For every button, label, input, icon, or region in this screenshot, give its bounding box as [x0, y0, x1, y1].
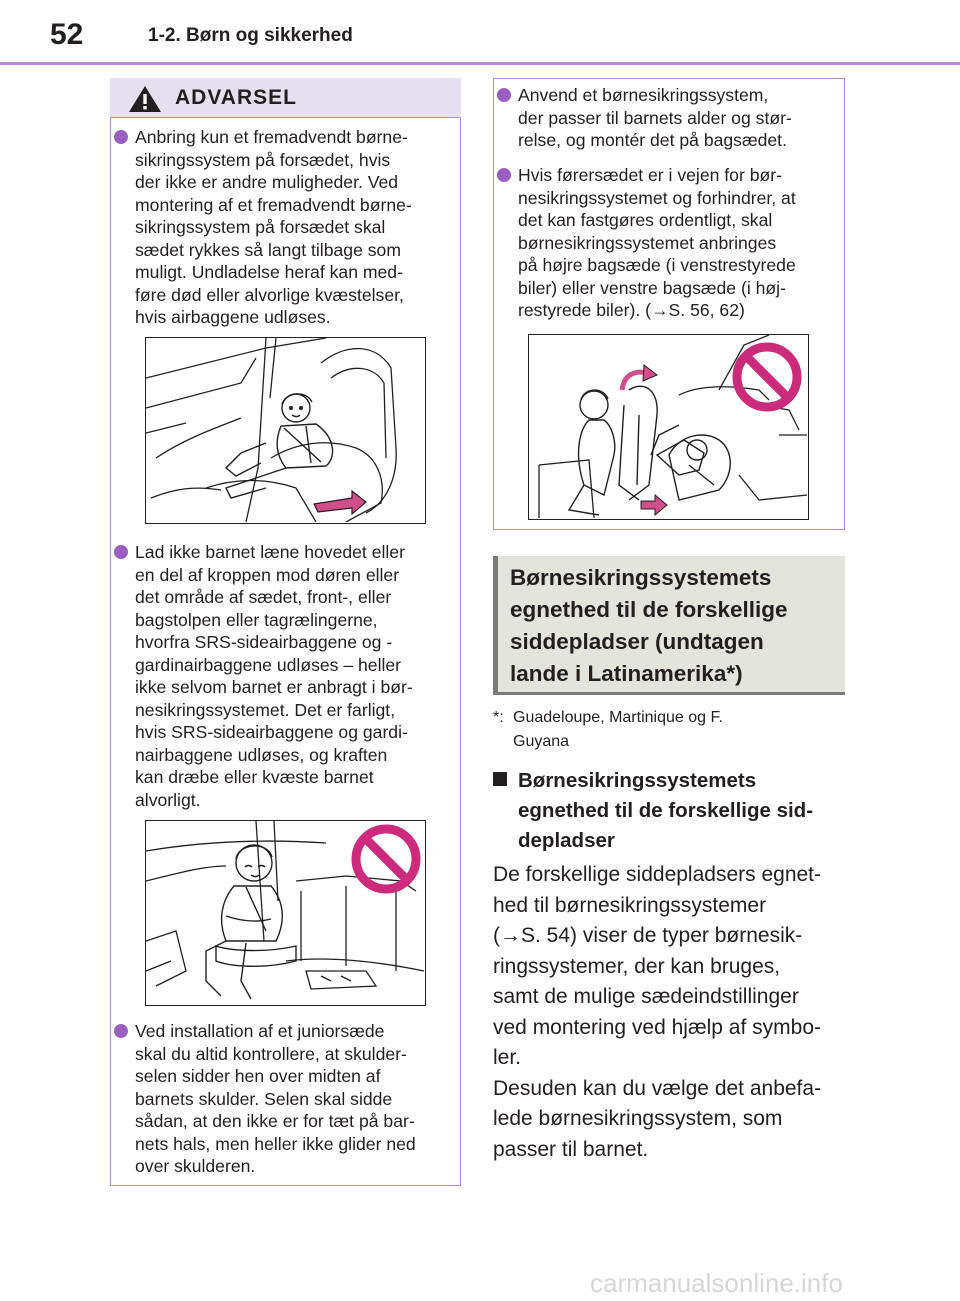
warning-title: ADVARSEL [175, 86, 297, 109]
illustration-child-leaning-prohibited [145, 820, 426, 1006]
bullet-dot-icon [497, 88, 511, 102]
section-heading: Børnesikringssystemets egnethed til de forskellige siddepladser (undtagen lande i Latinamerika*) [510, 565, 788, 686]
warning-bullet-1 [114, 126, 454, 326]
bullet-dot-icon [497, 168, 511, 182]
body-paragraph: De forskellige siddepladsers egnet- hed til børnesikringssystemer (→S. 54) viser de typer børnesik- ringssystemer, der kan bruges, samt de mulige sædeindstillinger ved montering ved hjælp af symbo- ler. Desuden kan du vælge det anbefa- lede børnesikringssystem, som passer til barnet. [493, 863, 822, 1161]
warning-bullet-2 [114, 541, 454, 811]
warning-bullet-5 [497, 164, 837, 324]
watermark: carmanualsonline.info [590, 1268, 843, 1298]
warning-bullet-3 [114, 1020, 454, 1180]
bullet-text: Hvis førersædet er i vejen for bør- nesikringssystemet og forhindrer, at det kan fastgøres ordentligt, skal børnesikringssystemet anbringes på højre bagsæde (i venstrestyrede biler) eller venstre bagsæde (i høj- restyrede biler). (→S. 56, 62) [518, 165, 796, 320]
footnote-marker: *: [493, 709, 504, 726]
bullet-dot-icon [114, 545, 128, 559]
bullet-text: Ved installation af et juniorsæde skal du altid kontrollere, at skulder- selen sidder hen over midten af barnets skulder. Selen skal sidde sådan, at den ikke er for tæt på bar- nets hals, men heller ikke glider ned over skulderen. [135, 1021, 416, 1176]
bullet-text: Lad ikke barnet læne hovedet eller en del af kroppen mod døren eller det område af sædet, front-, eller bagstolpen eller tagrælingerne, hvorfra SRS-sideairbaggene og - gardinairbaggene udløses – heller ikke selvom barnet er anbragt i bør- nesikringssystemet. Det er farligt, hvis SRS-sideairbaggene og gardi- nairbaggene udløses, og kraften kan dræbe eller kvæste barnet alvorligt. [135, 542, 413, 810]
page-number: 52 [50, 18, 84, 51]
warning-bullet-4 [497, 84, 837, 154]
front-seat-drawing [146, 338, 424, 522]
square-bullet-icon [493, 772, 507, 786]
bullet-dot-icon [114, 1024, 128, 1038]
footnote-text: Guadeloupe, Martinique og F. Guyana [513, 709, 723, 750]
driver-seat-drawing [529, 335, 807, 518]
bullet-dot-icon [114, 130, 128, 144]
bullet-text: Anbring kun et fremadvendt børne- sikringssystem på forsædet, hvis der ikke er andre muligheder. Ved montering af et fremadvendt børne- sikringssystem på forsædet skal sædet rykkes så langt tilbage som muligt. Undladelse heraf kan med- føre død eller alvorlige kvæstelser, hvis airbaggene udløses. [135, 127, 412, 327]
illustration-front-seat-child-seat [145, 337, 426, 524]
section-title: 1-2. Børn og sikkerhed [148, 25, 353, 46]
arrow-icon [641, 495, 667, 515]
arrow-icon [314, 491, 366, 514]
header-rule [0, 62, 960, 65]
rear-seat-drawing [146, 821, 424, 1004]
warning-triangle-icon [128, 84, 162, 114]
section-heading-box [493, 556, 845, 695]
illustration-driver-seat-prohibited [528, 334, 809, 520]
subheading-text: Børnesikringssystemets egnethed til de forskellige sid- depladser [518, 769, 814, 852]
bullet-text: Anvend et børnesikringssystem, der passer til barnets alder og stør- relse, og montér det på bagsædet. [518, 85, 792, 150]
